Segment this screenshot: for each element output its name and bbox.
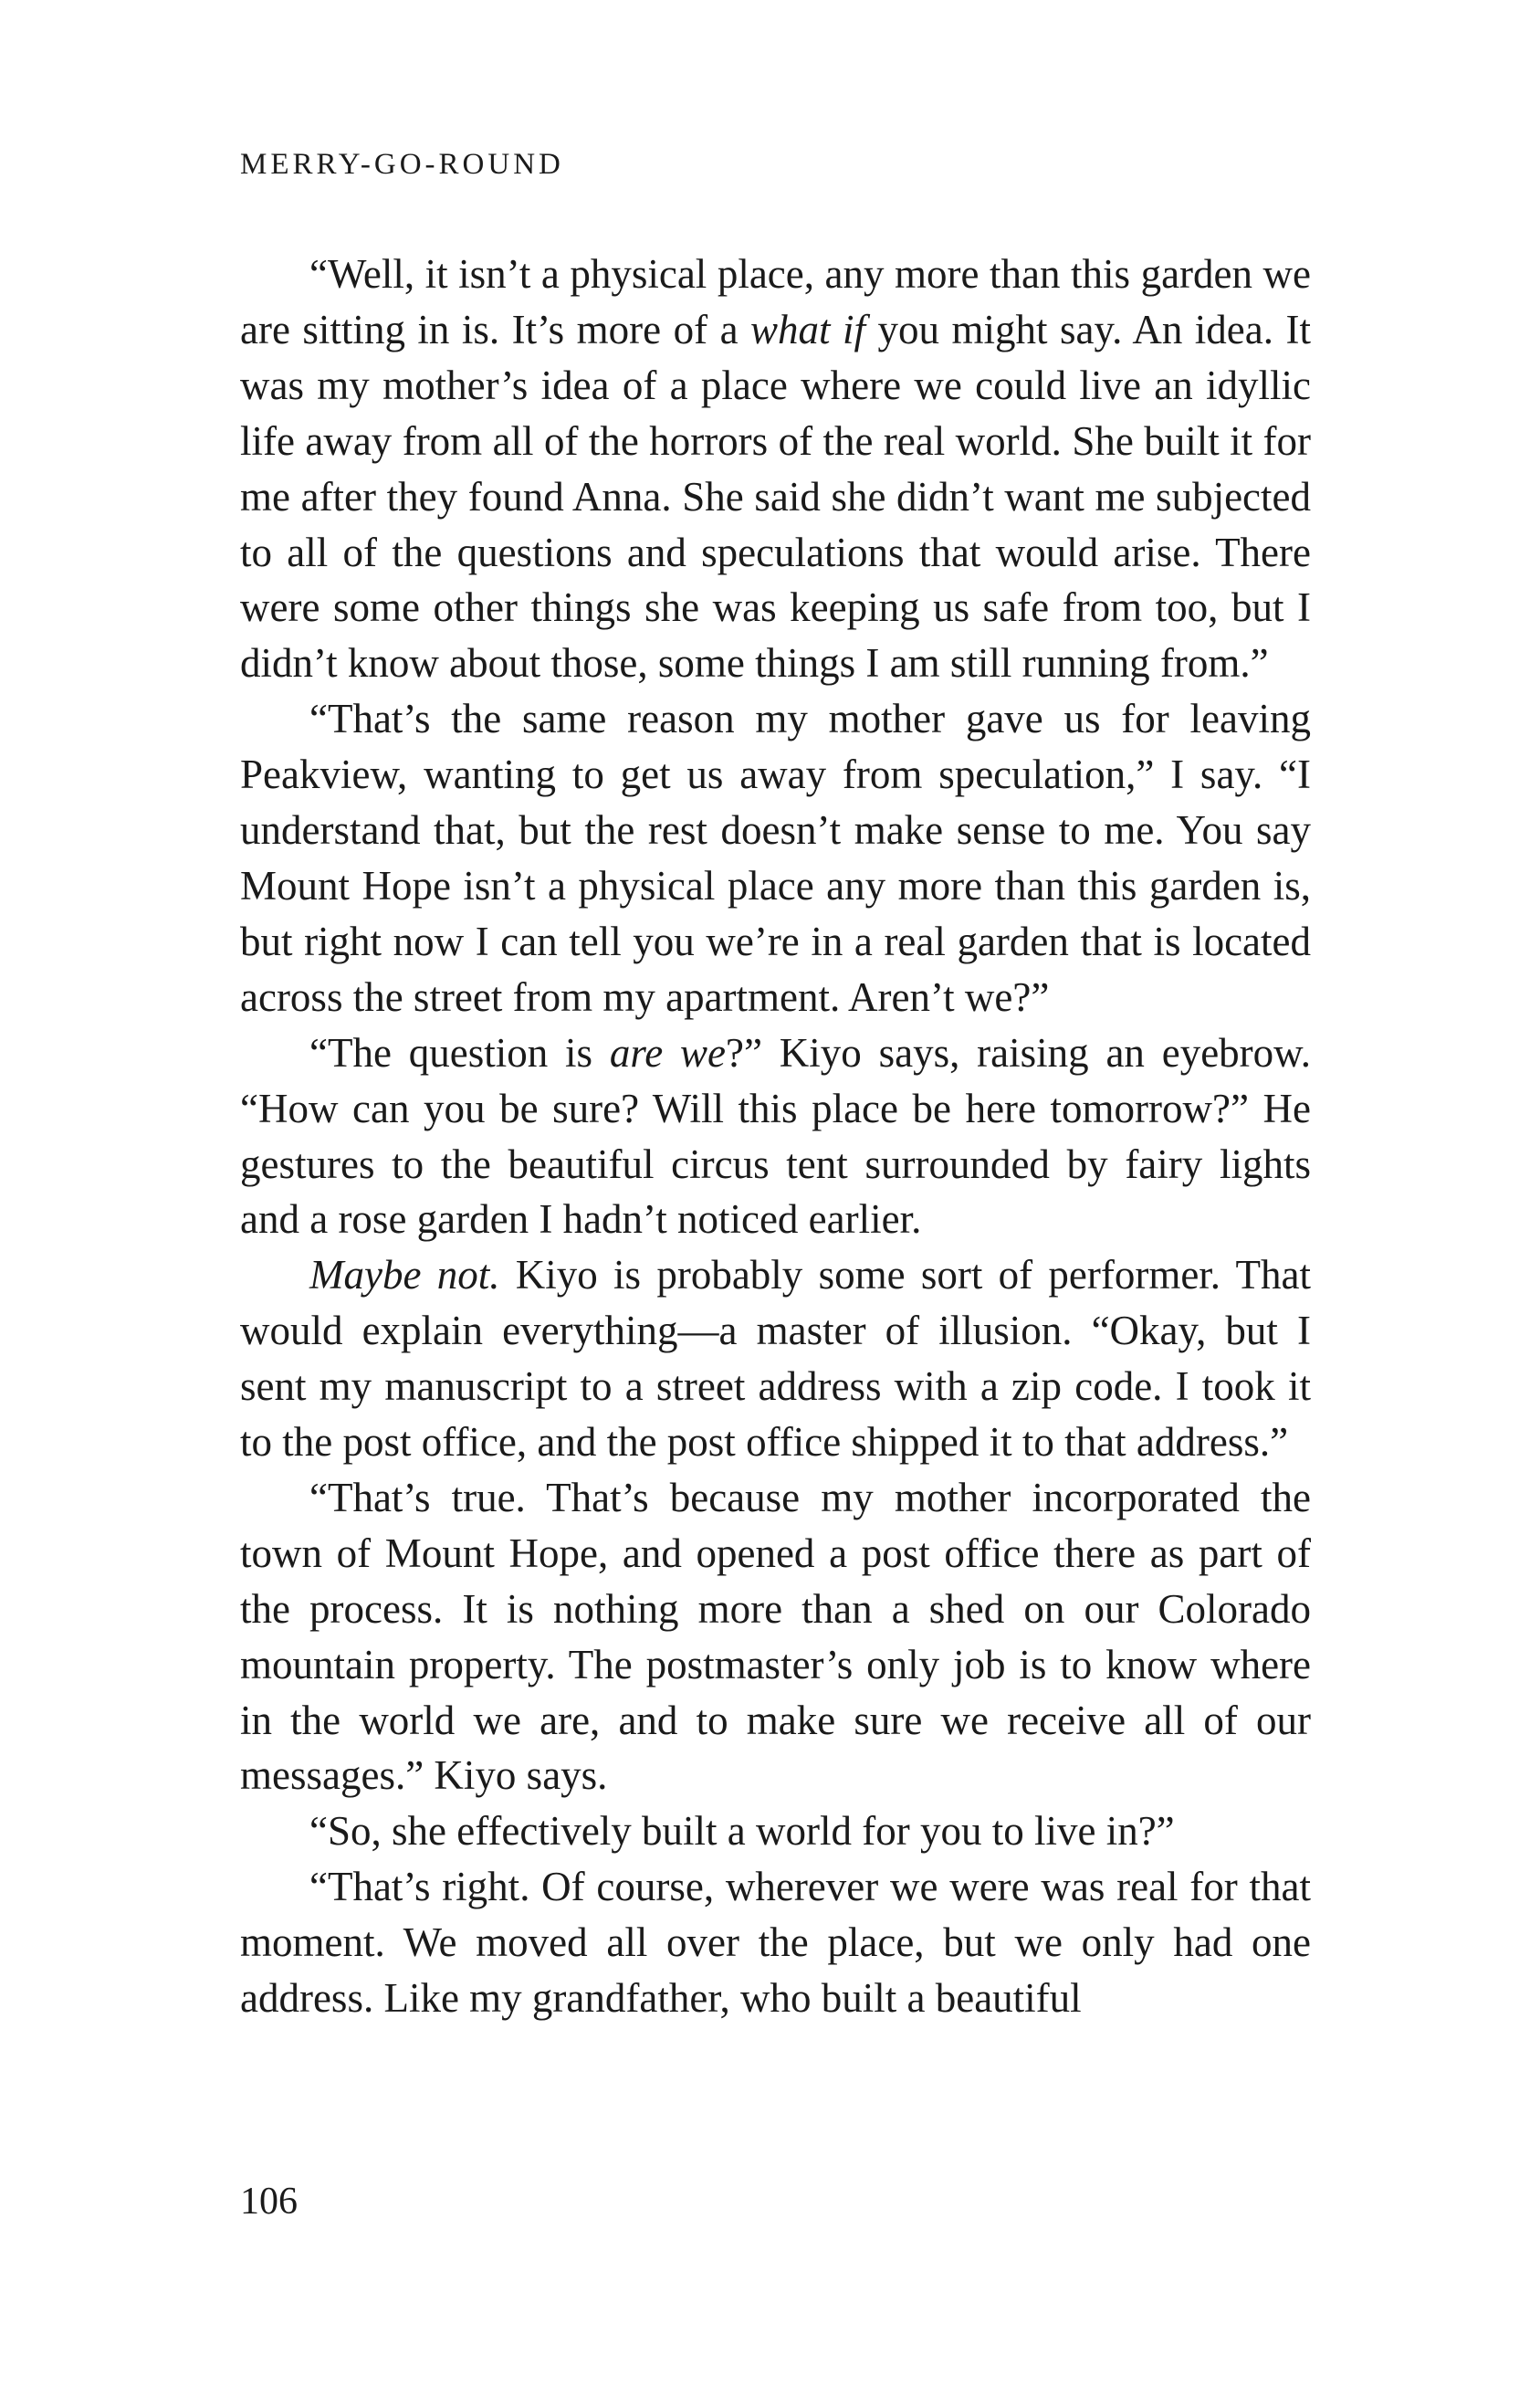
- paragraph-3-text-b: ?” Kiyo says, raising an eyebrow. “How can you be sure? Will this place be here tomorrow?” He gestures to the beautiful circus tent surrounded by fairy lights and a rose garden I hadn’t noticed earlier.: [240, 1029, 1311, 1243]
- body-text: [240, 247, 1311, 2026]
- paragraph-2: “That’s the same reason my mother gave us for leaving Peakview, wanting to get us away from speculation,” I say. “I understand that, but the rest doesn’t make sense to me. You say Mount Hope isn’t a physical place any more than this garden is, but right now I can tell you we’re in a real garden that is located across the street from my apartment. Aren’t we?”: [240, 696, 1311, 1020]
- paragraph-6: “So, she effectively built a world for you to live in?”: [309, 1808, 1175, 1855]
- page-number: 106: [240, 2181, 298, 2223]
- paragraph-1-text-b: you might say. An idea. It was my mother’s idea of a place where we could live an idyllic life away from all of the horrors of the real world. She built it for me after they found Anna. She said she didn’t want me subjected to all of the questions and speculations that would arise. There were some other things she was keeping us safe from too, but I didn’t know about those, some things I am still running from.”: [240, 306, 1311, 687]
- running-head: MERRY-GO-ROUND: [240, 148, 564, 181]
- paragraph-4-italic: Maybe not.: [309, 1252, 500, 1298]
- paragraph-4-text: Kiyo is probably some sort of performer. That would explain everything—a master of illusion. “Okay, but I sent my manuscript to a street address with a zip code. I took it to the post office, and the post office shipped it to that address.”: [240, 1252, 1311, 1466]
- paragraph-5: “That’s true. That’s because my mother incorporated the town of Mount Hope, and opened a post office there as part of the process. It is nothing more than a shed on our Colorado mountain property. The postmaster’s only job is to know where in the world we are, and to make sure we receive all of our messages.” Kiyo says.: [240, 1474, 1311, 1799]
- paragraph-1: [240, 247, 1311, 691]
- paragraph-3-italic: are we: [609, 1029, 727, 1076]
- paragraph-4: [240, 1247, 1311, 1470]
- paragraph-1-text-a: “Well, it isn’t a physical place, any more than this garden we are sitting in is. It’s more of a: [240, 251, 1311, 352]
- paragraph-3: [240, 1025, 1311, 1248]
- paragraph-7: “That’s right. Of course, wherever we were was real for that moment. We moved all over the place, but we only had one address. Like my grandfather, who built a beautiful: [240, 1864, 1311, 2022]
- paragraph-1-italic: what if: [750, 306, 866, 352]
- paragraph-3-text-a: “The question is: [309, 1029, 610, 1076]
